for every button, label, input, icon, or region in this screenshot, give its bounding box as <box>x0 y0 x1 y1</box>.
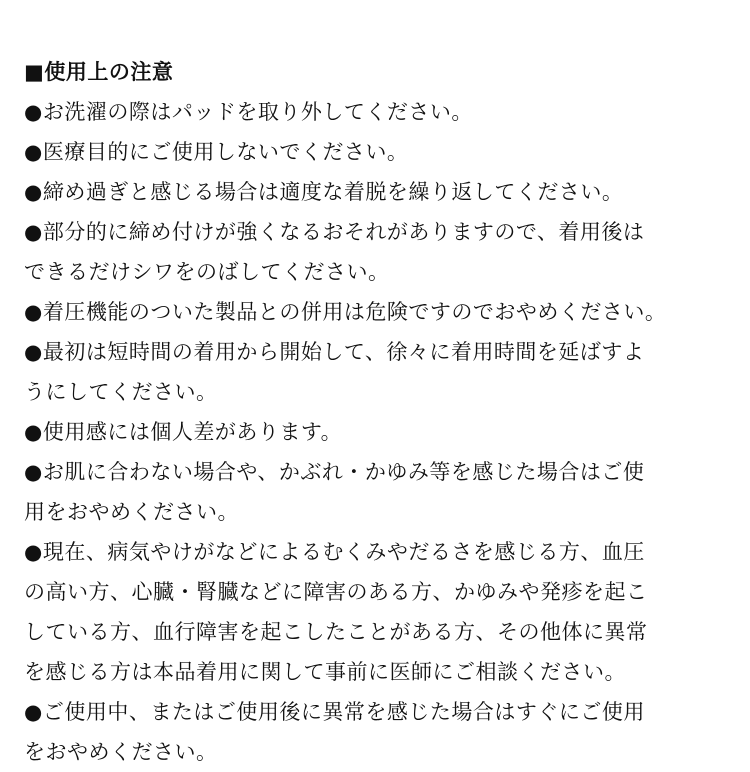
notice-line: ●ご使用中、またはご使用後に異常を感じた場合はすぐにご使用 <box>24 700 645 724</box>
usage-notice <box>24 52 730 772</box>
notice-line: している方、血行障害を起こしたことがある方、その他体に異常 <box>24 620 648 644</box>
notice-line: ●最初は短時間の着用から開始して、徐々に着用時間を延ばすよ <box>24 340 645 364</box>
notice-line: ●現在、病気やけがなどによるむくみやだるさを感じる方、血圧 <box>24 540 645 564</box>
notice-line: ●医療目的にご使用しないでください。 <box>24 140 409 164</box>
notice-line: をおやめください。 <box>24 740 218 764</box>
notice-line: を感じる方は本品着用に関して事前に医師にご相談ください。 <box>24 660 626 684</box>
notice-line: ●使用感には個人差があります。 <box>24 420 343 444</box>
notice-list <box>24 92 730 772</box>
notice-line: できるだけシワをのばしてください。 <box>24 260 390 284</box>
notice-line: ●着圧機能のついた製品との併用は危険ですのでおやめください。 <box>24 300 667 324</box>
notice-line: ●締め過ぎと感じる場合は適度な着脱を繰り返してください。 <box>24 180 624 204</box>
notice-line: うにしてください。 <box>24 380 218 404</box>
notice-line: 用をおやめください。 <box>24 500 239 524</box>
notice-line: ●部分的に締め付けが強くなるおそれがありますので、着用後は <box>24 220 645 244</box>
notice-line: ●お洗濯の際はパッドを取り外してください。 <box>24 100 473 124</box>
notice-title: ■使用上の注意 <box>24 60 174 84</box>
notice-line: の高い方、心臓・腎臓などに障害のある方、かゆみや発疹を起こ <box>24 580 648 604</box>
notice-line: ●お肌に合わない場合や、かぶれ・かゆみ等を感じた場合はご使 <box>24 460 645 484</box>
